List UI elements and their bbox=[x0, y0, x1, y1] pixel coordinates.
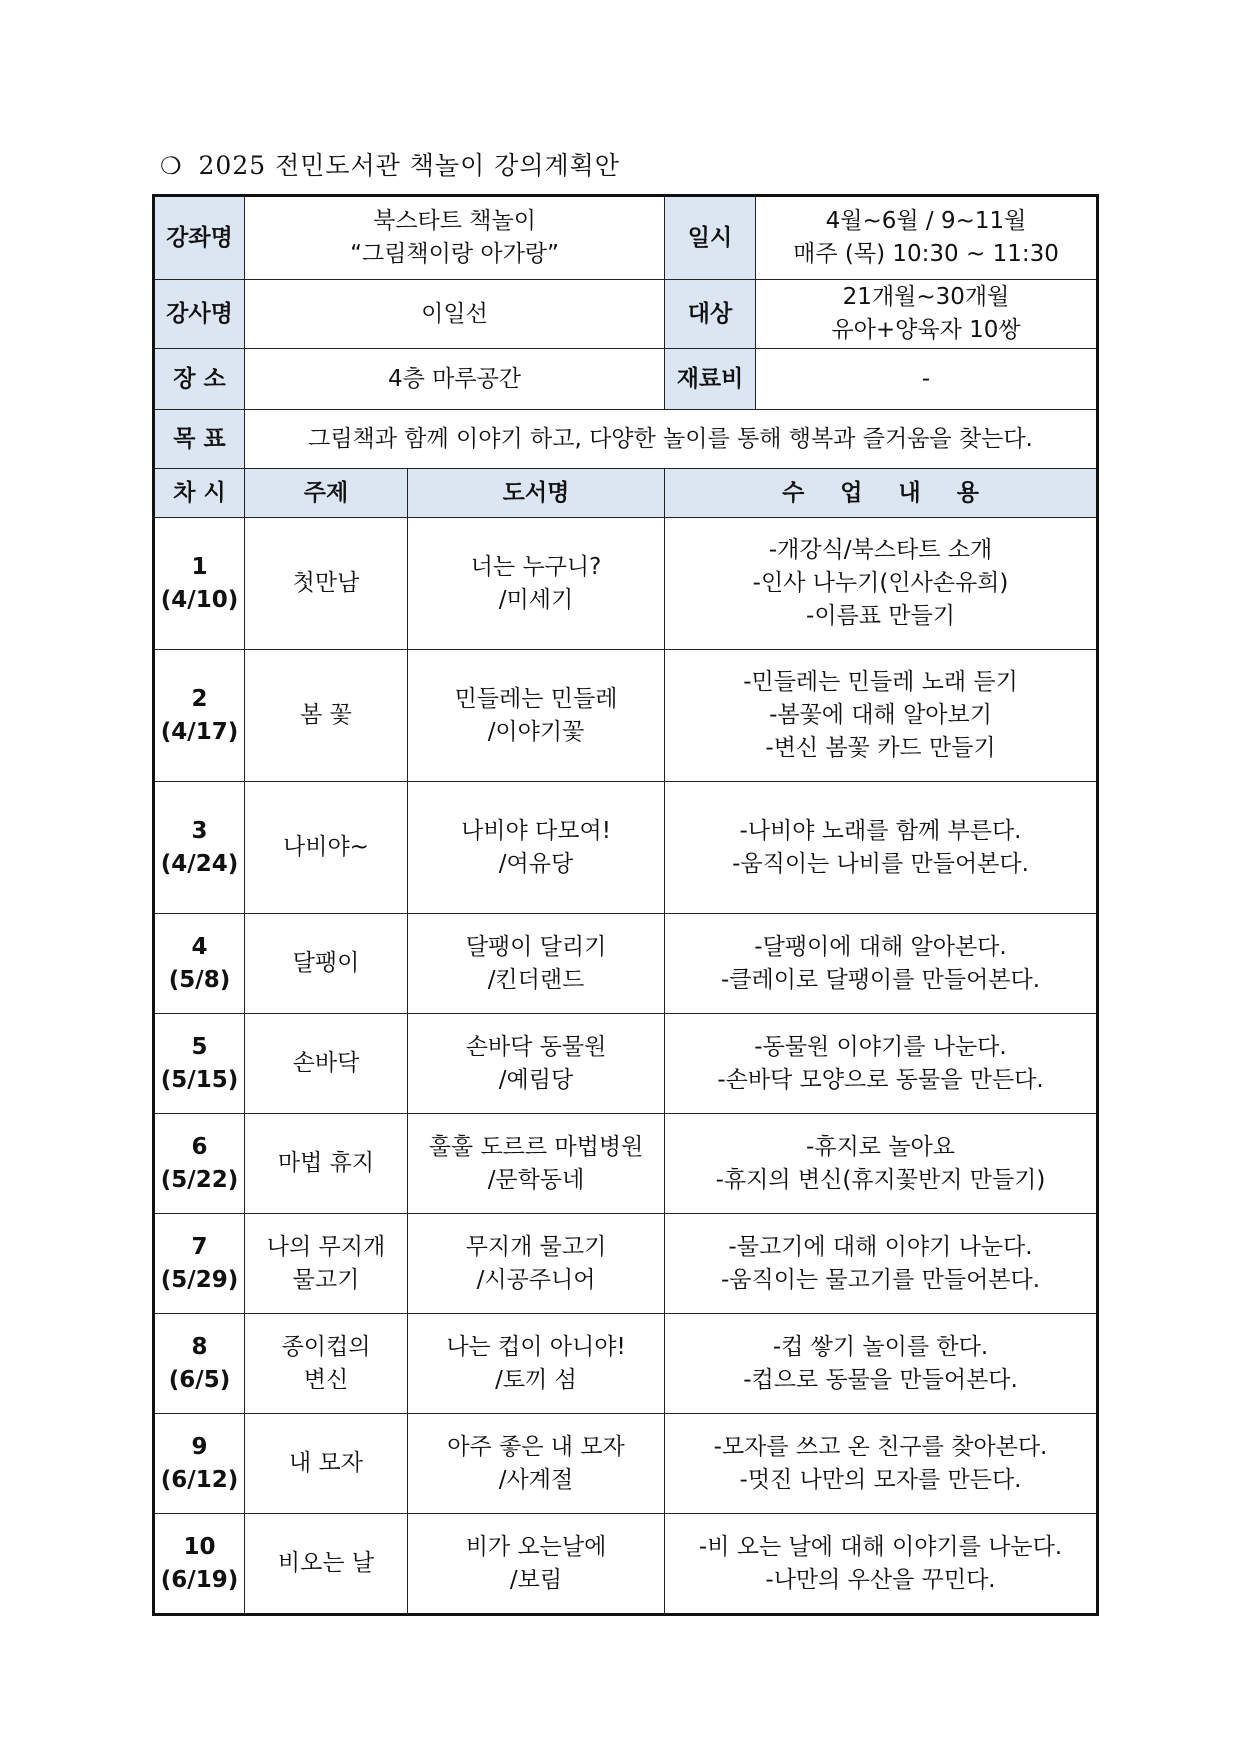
session-topic: 달팽이 bbox=[245, 914, 408, 1014]
session-content bbox=[665, 1014, 1098, 1114]
content-line: -움직이는 물고기를 만들어본다. bbox=[720, 1266, 1041, 1293]
session-topic: 내 모자 bbox=[245, 1414, 408, 1514]
course-row bbox=[154, 196, 1098, 280]
session-topic: 종이컵의 변신 bbox=[245, 1314, 408, 1414]
content-line: -컵 쌓기 놀이를 한다. bbox=[772, 1333, 989, 1360]
session-content bbox=[665, 914, 1098, 1014]
target-label: 대상 bbox=[665, 280, 756, 349]
content-line: -움직이는 나비를 만들어본다. bbox=[732, 850, 1029, 877]
session-topic: 봄 꽃 bbox=[245, 650, 408, 782]
session-row bbox=[154, 1414, 1098, 1514]
session-topic: 손바닥 bbox=[245, 1014, 408, 1114]
date-label: 일시 bbox=[665, 196, 756, 280]
circle-bullet-icon: ❍ bbox=[160, 152, 183, 180]
session-content bbox=[665, 1514, 1098, 1615]
session-book: 비가 오는날에 /보림 bbox=[408, 1514, 665, 1615]
session-row bbox=[154, 1214, 1098, 1314]
session-book: 훌훌 도르르 마법병원 /문학동네 bbox=[408, 1114, 665, 1214]
place-label: 장 소 bbox=[154, 349, 245, 410]
title-text: 2025 전민도서관 책놀이 강의계획안 bbox=[198, 151, 620, 180]
session-number: 8 (6/5) bbox=[154, 1314, 245, 1414]
session-number: 7 (5/29) bbox=[154, 1214, 245, 1314]
session-topic: 첫만남 bbox=[245, 518, 408, 650]
session-topic: 나비야~ bbox=[245, 782, 408, 914]
col-topic: 주제 bbox=[245, 469, 408, 518]
column-header-row bbox=[154, 469, 1098, 518]
goal-value: 그림책과 함께 이야기 하고, 다양한 놀이를 통해 행복과 즐거움을 찾는다. bbox=[245, 410, 1098, 469]
session-book: 손바닥 동물원 /예림당 bbox=[408, 1014, 665, 1114]
session-number: 5 (5/15) bbox=[154, 1014, 245, 1114]
session-content bbox=[665, 1214, 1098, 1314]
course-label: 강좌명 bbox=[154, 196, 245, 280]
session-content bbox=[665, 1414, 1098, 1514]
content-line: -클레이로 달팽이를 만들어본다. bbox=[720, 966, 1041, 993]
session-number: 3 (4/24) bbox=[154, 782, 245, 914]
session-row bbox=[154, 518, 1098, 650]
content-line: -멋진 나만의 모자를 만든다. bbox=[739, 1466, 1022, 1493]
content-line: -봄꽃에 대해 알아보기 bbox=[769, 702, 992, 728]
content-line: -모자를 쓰고 온 친구를 찾아본다. bbox=[713, 1433, 1048, 1460]
content-line: -달팽이에 대해 알아본다. bbox=[754, 933, 1007, 960]
session-book: 무지개 물고기 /시공주니어 bbox=[408, 1214, 665, 1314]
content-line: -나만의 우산을 꾸민다. bbox=[765, 1566, 996, 1593]
session-content bbox=[665, 1114, 1098, 1214]
content-line: -이름표 만들기 bbox=[806, 603, 955, 629]
session-content bbox=[665, 1314, 1098, 1414]
session-content bbox=[665, 782, 1098, 914]
session-book: 민들레는 민들레 /이야기꽃 bbox=[408, 650, 665, 782]
session-number: 2 (4/17) bbox=[154, 650, 245, 782]
fee-label: 재료비 bbox=[665, 349, 756, 410]
session-book: 너는 누구니? /미세기 bbox=[408, 518, 665, 650]
content-line: -변신 봄꽃 카드 만들기 bbox=[765, 735, 996, 761]
session-row bbox=[154, 1014, 1098, 1114]
session-row bbox=[154, 1314, 1098, 1414]
session-row bbox=[154, 914, 1098, 1014]
content-line: -나비야 노래를 함께 부른다. bbox=[739, 817, 1022, 844]
content-line: -동물원 이야기를 나눈다. bbox=[754, 1033, 1007, 1060]
teacher-row bbox=[154, 280, 1098, 349]
content-line: -개강식/북스타트 소개 bbox=[768, 537, 993, 563]
session-row bbox=[154, 1514, 1098, 1615]
content-line: -컵으로 동물을 만들어본다. bbox=[743, 1366, 1018, 1393]
col-content: 수 업 내 용 bbox=[665, 469, 1098, 518]
session-book: 아주 좋은 내 모자 /사계절 bbox=[408, 1414, 665, 1514]
col-session: 차 시 bbox=[154, 469, 245, 518]
session-book: 나비야 다모여! /여유당 bbox=[408, 782, 665, 914]
content-line: -휴지의 변신(휴지꽃반지 만들기) bbox=[715, 1166, 1046, 1193]
content-line: -인사 나누기(인사손유희) bbox=[752, 570, 1009, 596]
session-content bbox=[665, 650, 1098, 782]
content-line: -휴지로 놀아요 bbox=[806, 1133, 955, 1160]
session-row bbox=[154, 650, 1098, 782]
session-number: 6 (5/22) bbox=[154, 1114, 245, 1214]
date-value: 4월~6월 / 9~11월 매주 (목) 10:30 ~ 11:30 bbox=[756, 196, 1098, 280]
goal-row bbox=[154, 410, 1098, 469]
session-content bbox=[665, 518, 1098, 650]
session-book: 달팽이 달리기 /킨더랜드 bbox=[408, 914, 665, 1014]
session-topic: 마법 휴지 bbox=[245, 1114, 408, 1214]
session-topic: 나의 무지개 물고기 bbox=[245, 1214, 408, 1314]
place-value: 4층 마루공간 bbox=[245, 349, 665, 410]
lecture-plan-table bbox=[152, 194, 1099, 1616]
document-title bbox=[160, 146, 620, 182]
session-book: 나는 컵이 아니야! /토끼 섬 bbox=[408, 1314, 665, 1414]
session-number: 1 (4/10) bbox=[154, 518, 245, 650]
content-line: -비 오는 날에 대해 이야기를 나눈다. bbox=[698, 1533, 1063, 1560]
session-number: 9 (6/12) bbox=[154, 1414, 245, 1514]
place-row bbox=[154, 349, 1098, 410]
content-line: -손바닥 모양으로 동물을 만든다. bbox=[717, 1066, 1044, 1093]
session-number: 10 (6/19) bbox=[154, 1514, 245, 1615]
teacher-name: 이일선 bbox=[245, 280, 665, 349]
target-value: 21개월~30개월 유아+양육자 10쌍 bbox=[756, 280, 1098, 349]
session-row bbox=[154, 1114, 1098, 1214]
content-line: -민들레는 민들레 노래 듣기 bbox=[743, 669, 1018, 695]
session-number: 4 (5/8) bbox=[154, 914, 245, 1014]
col-book: 도서명 bbox=[408, 469, 665, 518]
goal-label: 목 표 bbox=[154, 410, 245, 469]
teacher-label: 강사명 bbox=[154, 280, 245, 349]
course-name: 북스타트 책놀이 “그림책이랑 아가랑” bbox=[245, 196, 665, 280]
session-row bbox=[154, 782, 1098, 914]
fee-value: - bbox=[756, 349, 1098, 410]
session-topic: 비오는 날 bbox=[245, 1514, 408, 1615]
content-line: -물고기에 대해 이야기 나눈다. bbox=[728, 1233, 1033, 1260]
